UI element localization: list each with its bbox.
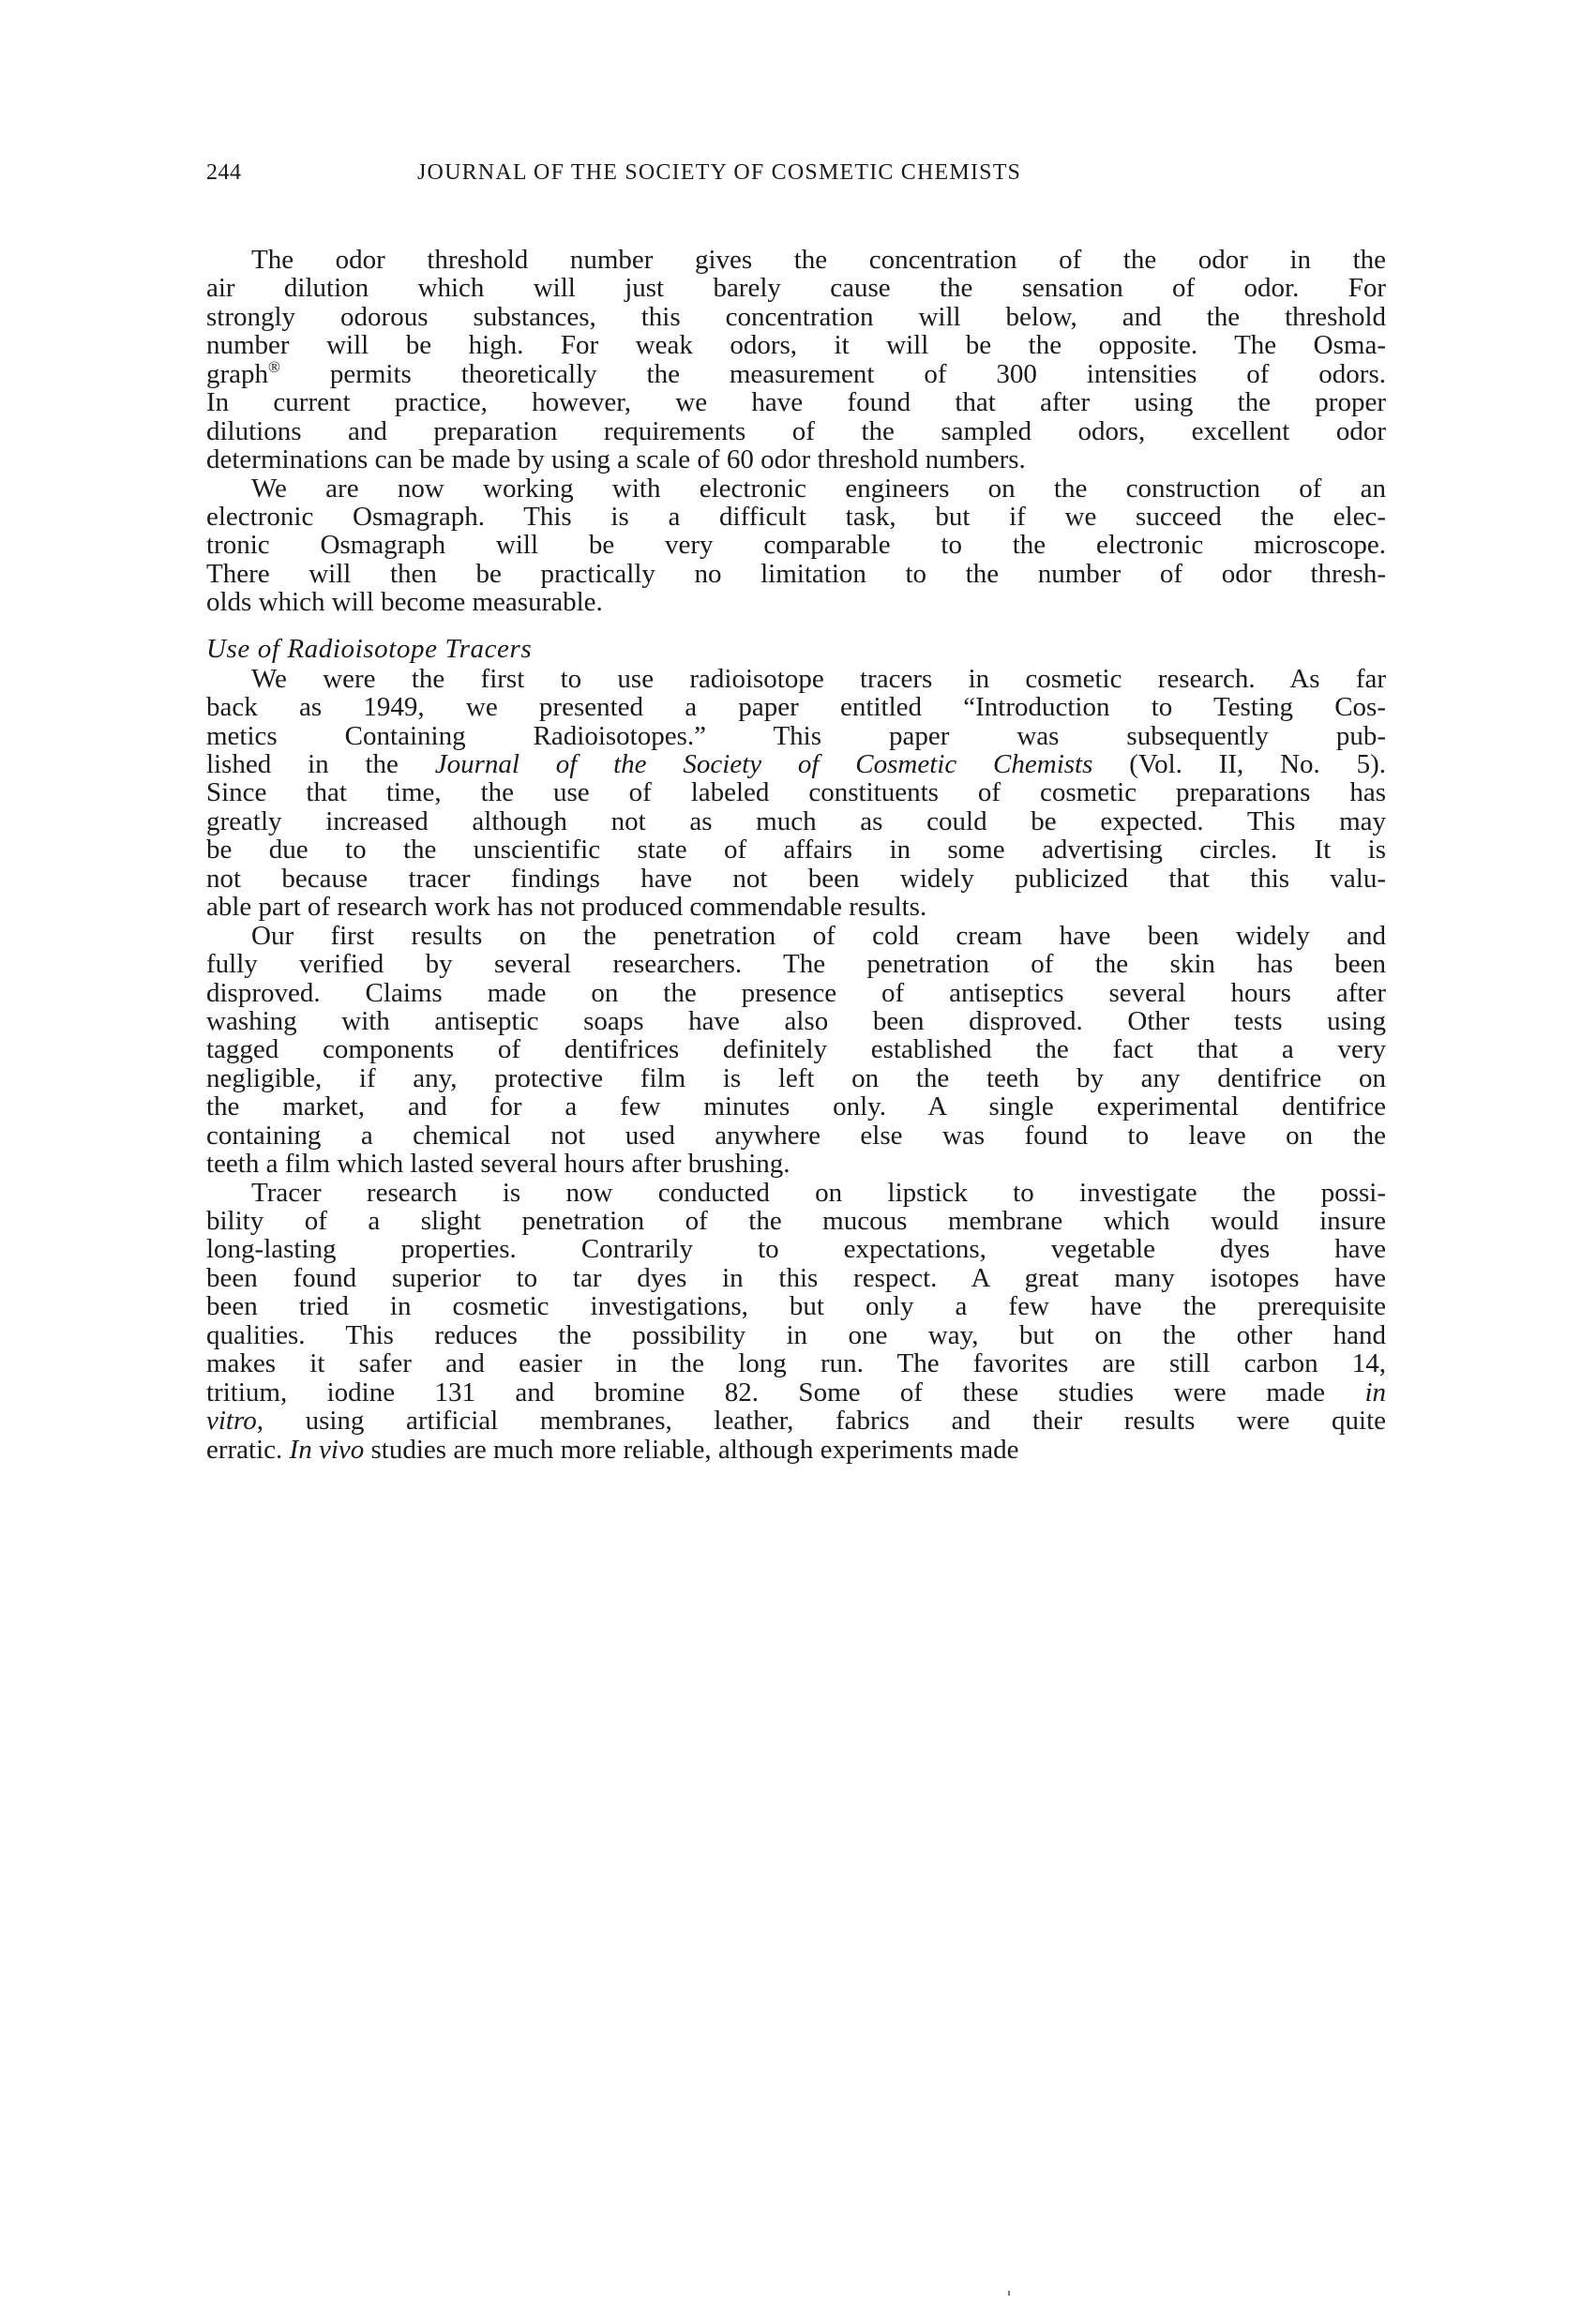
- text-line: qualities. This reduces the possibility in one way, but on the other hand: [206, 1319, 1386, 1350]
- running-header: [206, 160, 1388, 192]
- italic-text: Journal of the Society of Cosmetic Chemists: [434, 749, 1093, 779]
- text-segment: studies are much more reliable, although experiments made: [364, 1434, 1019, 1465]
- text-segment: erratic.: [206, 1434, 290, 1465]
- text-line: disproved. Claims made on the presence of antiseptics several hours after: [206, 977, 1386, 1008]
- section-heading: Use of Radioisotope Tracers: [206, 633, 533, 664]
- registered-mark: ®: [268, 357, 280, 376]
- radioisotope-section: [206, 665, 1386, 1464]
- text-line: dilutions and preparation requirements of the sampled odors, excellent odor: [206, 415, 1386, 446]
- text-line: [206, 750, 1386, 778]
- paragraph: [206, 922, 1386, 1179]
- article-body: [206, 246, 1386, 1464]
- text-line: tronic Osmagraph will be very comparable to the electronic microscope.: [206, 530, 1386, 561]
- paragraph: [206, 665, 1386, 922]
- text-segment: (Vol. II, No. 5).: [1092, 749, 1386, 779]
- text-segment: , using artificial membranes, leather, fabrics and their results were quite: [256, 1406, 1386, 1437]
- text-line: [206, 1407, 1386, 1435]
- text-line: be due to the unscientific state of affairs in some advertising circles. It is: [206, 835, 1386, 866]
- text-line: tagged components of dentifrices definitely established the fact that a very: [206, 1034, 1386, 1065]
- text-line: washing with antiseptic soaps have also been disproved. Other tests using: [206, 1005, 1386, 1036]
- text-line: Our first results on the penetration of cold cream have been widely and: [251, 920, 1386, 951]
- text-line: long-lasting properties. Contrarily to expectations, vegetable dyes have: [206, 1234, 1386, 1265]
- text-line: been found superior to tar dyes in this respect. A great many isotopes have: [206, 1262, 1386, 1293]
- text-line: metics Containing Radioisotopes.” This paper was subsequently pub-: [206, 720, 1386, 751]
- text-line: air dilution which will just barely cause the sensation of odor. For: [206, 273, 1386, 304]
- text-segment: tritium, iodine 131 and bromine 82. Some of these studies were made: [206, 1377, 1365, 1407]
- text-line: strongly odorous substances, this concentration will below, and the threshold: [206, 301, 1386, 332]
- text-line: not because tracer findings have not been widely publicized that this valu-: [206, 863, 1386, 894]
- journal-running-title: JOURNAL OF THE SOCIETY OF COSMETIC CHEMISTS: [417, 160, 1022, 185]
- text-line: been tried in cosmetic investigations, but only a few have the prerequisite: [206, 1291, 1386, 1322]
- paragraph: [206, 1179, 1386, 1464]
- text-line: [206, 1378, 1386, 1407]
- text-line: able part of research work has not produced commendable results.: [206, 892, 927, 923]
- scan-artifact: [1008, 2291, 1010, 2295]
- text-line: Tracer research is now conducted on lipstick to investigate the possi-: [251, 1177, 1386, 1208]
- text-segment: lished in the: [206, 749, 435, 779]
- text-line: electronic Osmagraph. This is a difficult task, but if we succeed the elec-: [206, 501, 1386, 532]
- text-line: Since that time, the use of labeled constituents of cosmetic preparations has: [206, 777, 1386, 808]
- text-line: [206, 357, 1386, 389]
- text-line: We were the first to use radioisotope tracers in cosmetic research. As far: [251, 663, 1386, 694]
- text-line: back as 1949, we presented a paper entitled “Introduction to Testing Cos-: [206, 692, 1386, 723]
- page-number: 244: [206, 160, 242, 185]
- text-line: The odor threshold number gives the concentration of the odor in the: [251, 245, 1386, 275]
- text-line: olds which will become measurable.: [206, 587, 603, 618]
- italic-text: In vivo: [289, 1434, 365, 1465]
- text-line: greatly increased although not as much as could be expected. This may: [206, 805, 1386, 836]
- text-line: bility of a slight penetration of the mucous membrane which would insure: [206, 1206, 1386, 1236]
- paragraph: [206, 246, 1386, 474]
- text-line: fully verified by several researchers. The penetration of the skin has been: [206, 949, 1386, 980]
- italic-text: in: [1364, 1377, 1386, 1407]
- text-line: determinations can be made by using a scale of 60 odor threshold numbers.: [206, 444, 1026, 475]
- text-line: In current practice, however, we have found that after using the proper: [206, 387, 1386, 418]
- intro-section: [206, 246, 1386, 617]
- text-line: makes it safer and easier in the long run. The favorites are still carbon 14,: [206, 1348, 1386, 1379]
- text-segment: graph: [206, 358, 269, 389]
- text-line: There will then be practically no limitation to the number of odor thresh-: [206, 558, 1386, 589]
- italic-text: vitro: [206, 1406, 257, 1437]
- text-line: containing a chemical not used anywhere else was found to leave on the: [206, 1120, 1386, 1151]
- text-line: We are now working with electronic engineers on the construction of an: [251, 473, 1386, 504]
- text-line: the market, and for a few minutes only. A single experimental dentifrice: [206, 1091, 1386, 1122]
- text-line: [206, 1436, 1386, 1464]
- text-line: negligible, if any, protective film is left on the teeth by any dentifrice on: [206, 1062, 1386, 1093]
- text-segment: permits theoretically the measurement of 300 intensities of odors.: [279, 358, 1386, 389]
- text-line: teeth a film which lasted several hours after brushing.: [206, 1149, 790, 1180]
- paragraph: [206, 474, 1386, 617]
- text-line: number will be high. For weak odors, it will be the opposite. The Osma-: [206, 330, 1386, 361]
